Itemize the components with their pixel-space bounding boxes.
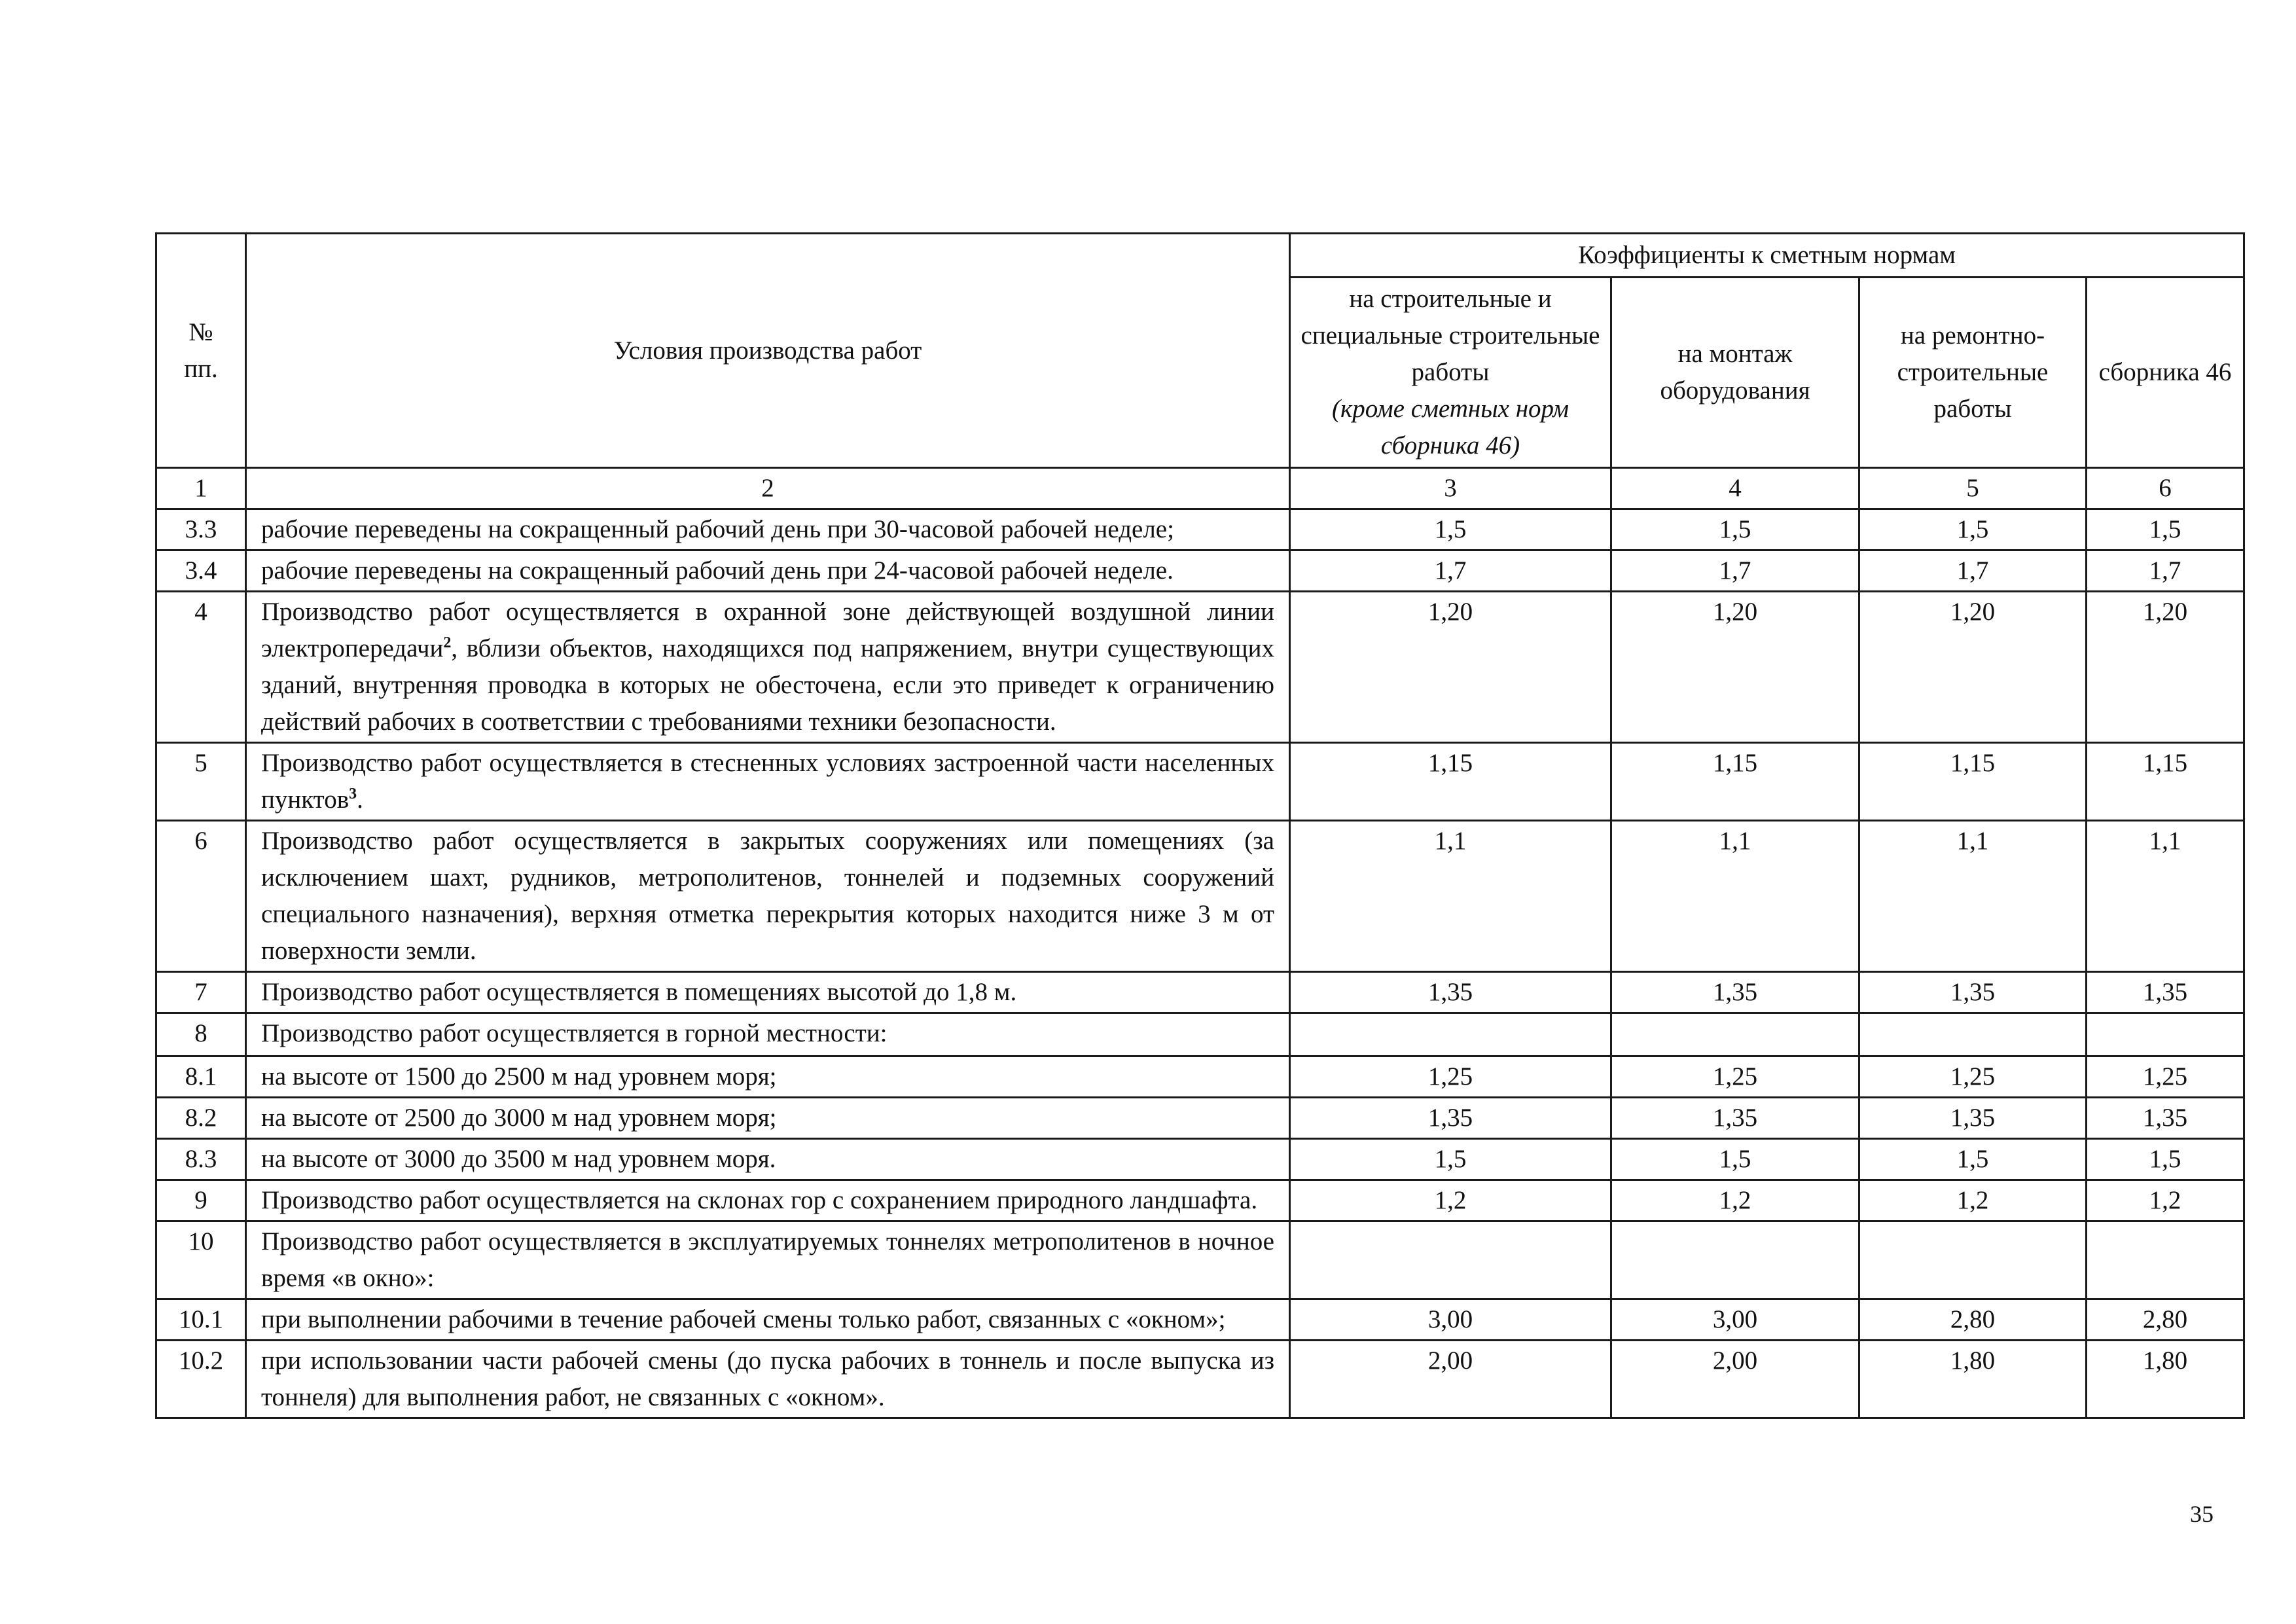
column-number: 4 [1611, 468, 1859, 509]
table-row [156, 972, 2244, 1013]
row-number: 8.3 [156, 1139, 246, 1180]
row-value-col6: 1,2 [2087, 1180, 2244, 1221]
header-num-label: № пп. [184, 317, 218, 383]
row-value-col4: 1,2 [1611, 1180, 1859, 1221]
page-number: 35 [2190, 1501, 2214, 1527]
row-value-col3: 3,00 [1290, 1299, 1611, 1341]
row-value-col3 [1290, 1221, 1611, 1299]
row-condition: на высоте от 1500 до 2500 м над уровнем моря; [246, 1056, 1290, 1098]
row-value-col6: 1,80 [2087, 1341, 2244, 1418]
row-condition-text: при использовании части рабочей смены (до пуска рабочих в тоннель и после выпуска [261, 1346, 1242, 1375]
row-value-col6 [2087, 1221, 2244, 1299]
row-value-col6: 1,7 [2087, 550, 2244, 592]
row-condition-text: Производство работ осуществляется в закрытых сооружениях или помещениях (за исключением шахт, рудников, метрополитенов, тоннелей и подземных сооружений специального назначения), верхняя отметка перекрытия которых находится ниже 3 м [261, 827, 1274, 928]
header-col3-label: на строительные и специальные строительные работы [1300, 285, 1600, 386]
row-condition: Производство работ осуществляется в помещениях высотой до 1,8 м. [246, 972, 1290, 1013]
row-value-col6: 1,35 [2087, 972, 2244, 1013]
row-number: 8.1 [156, 1056, 246, 1098]
row-value-col4: 3,00 [1611, 1299, 1859, 1341]
row-condition-text: ландшафта. [1130, 1186, 1258, 1214]
table-row [156, 550, 2244, 592]
table-row [156, 1139, 2244, 1180]
row-number: 3.4 [156, 550, 246, 592]
table-row [156, 1013, 2244, 1056]
row-value-col4: 1,15 [1611, 743, 1859, 821]
row-value-col4: 1,20 [1611, 592, 1859, 743]
row-value-col5: 1,20 [1859, 592, 2087, 743]
footnote-ref: 3 [349, 785, 357, 803]
row-condition-text: при выполнении рабочими в течение рабочей смены только работ, связанных с [261, 1305, 1120, 1333]
table-row [156, 743, 2244, 821]
row-value-col6: 1,35 [2087, 1098, 2244, 1139]
row-condition: рабочие переведены на сокращенный рабочий день при 30-часовой рабочей неделе; [246, 509, 1290, 550]
row-condition [246, 1180, 1290, 1221]
header-col6: сборника 46 [2087, 278, 2244, 468]
row-condition [246, 592, 1290, 743]
row-value-col5: 1,1 [1859, 821, 2087, 972]
column-number: 3 [1290, 468, 1611, 509]
row-value-col5: 1,5 [1859, 1139, 2087, 1180]
row-condition-text: из тоннеля) для выполнения работ, не связанных с «окном». [261, 1346, 1274, 1411]
row-number: 6 [156, 821, 246, 972]
row-condition [246, 743, 1290, 821]
row-condition: на высоте от 3000 до 3500 м над уровнем моря. [246, 1139, 1290, 1180]
column-numbers-row [156, 468, 2244, 509]
header-coef-group: Коэффициенты к сметным нормам [1290, 234, 2244, 278]
header-conditions: Условия производства работ [246, 234, 1290, 468]
row-value-col5: 1,35 [1859, 972, 2087, 1013]
row-number: 4 [156, 592, 246, 743]
row-condition: на высоте от 2500 до 3000 м над уровнем моря; [246, 1098, 1290, 1139]
row-value-col5: 1,5 [1859, 509, 2087, 550]
row-condition-text: населенных пунктов [261, 749, 1274, 814]
table-row [156, 1299, 2244, 1341]
column-number: 2 [246, 468, 1290, 509]
row-value-col3 [1290, 1013, 1611, 1056]
table-row [156, 592, 2244, 743]
row-value-col3: 1,7 [1290, 550, 1611, 592]
row-value-col3: 1,25 [1290, 1056, 1611, 1098]
row-value-col5: 1,2 [1859, 1180, 2087, 1221]
row-number: 9 [156, 1180, 246, 1221]
row-value-col3: 1,20 [1290, 592, 1611, 743]
row-value-col3: 1,35 [1290, 1098, 1611, 1139]
row-value-col6: 1,15 [2087, 743, 2244, 821]
header-col3 [1290, 278, 1611, 468]
row-value-col4 [1611, 1013, 1859, 1056]
table-row [156, 1221, 2244, 1299]
row-value-col5: 1,15 [1859, 743, 2087, 821]
row-number: 7 [156, 972, 246, 1013]
row-value-col4: 1,1 [1611, 821, 1859, 972]
row-condition-text: Производство работ осуществляется в охранной зоне действующей воздушной линии электропередачи [261, 598, 1274, 662]
row-value-col6: 2,80 [2087, 1299, 2244, 1341]
table-row [156, 821, 2244, 972]
column-number: 1 [156, 468, 246, 509]
row-value-col4: 1,5 [1611, 509, 1859, 550]
header-col3-note: (кроме сметных норм сборника 46) [1332, 395, 1569, 460]
row-value-col6 [2087, 1013, 2244, 1056]
row-value-col5 [1859, 1013, 2087, 1056]
row-value-col4: 1,35 [1611, 1098, 1859, 1139]
row-condition [246, 1221, 1290, 1299]
row-value-col4: 1,7 [1611, 550, 1859, 592]
row-value-col6: 1,1 [2087, 821, 2244, 972]
row-condition [246, 1299, 1290, 1341]
row-number: 5 [156, 743, 246, 821]
header-col5: на ремонтно-строительные работы [1859, 278, 2087, 468]
row-condition-text: Производство работ осуществляется в стесненных условиях застроенной части [261, 749, 1138, 777]
row-value-col6: 1,25 [2087, 1056, 2244, 1098]
row-condition-text: . [357, 785, 363, 814]
row-condition [246, 1341, 1290, 1418]
row-condition: рабочие переведены на сокращенный рабочий день при 24-часовой рабочей неделе. [246, 550, 1290, 592]
row-number: 8 [156, 1013, 246, 1056]
table-row [156, 509, 2244, 550]
row-value-col5: 1,35 [1859, 1098, 2087, 1139]
row-condition-text: «окном»; [1125, 1305, 1226, 1333]
row-value-col3: 1,1 [1290, 821, 1611, 972]
row-value-col5 [1859, 1221, 2087, 1299]
row-value-col3: 1,35 [1290, 972, 1611, 1013]
row-value-col6: 1,20 [2087, 592, 2244, 743]
row-number: 10.2 [156, 1341, 246, 1418]
row-value-col3: 2,00 [1290, 1341, 1611, 1418]
column-number: 5 [1859, 468, 2087, 509]
table-row [156, 1341, 2244, 1418]
row-value-col4: 1,35 [1611, 972, 1859, 1013]
row-value-col5: 1,25 [1859, 1056, 2087, 1098]
row-number: 3.3 [156, 509, 246, 550]
footnote-ref: 2 [443, 634, 452, 651]
row-condition-text: ночное время «в окно»: [261, 1227, 1274, 1292]
row-value-col5: 1,7 [1859, 550, 2087, 592]
table-row [156, 1056, 2244, 1098]
table-row [156, 1180, 2244, 1221]
table-row [156, 1098, 2244, 1139]
row-condition-text: , вблизи объектов, находящихся под напряжением, внутри существующих зданий, внутренняя проводка в которых не обесточена, если это [261, 634, 1274, 699]
row-condition: Производство работ осуществляется в горной местности: [246, 1013, 1290, 1056]
row-number: 10 [156, 1221, 246, 1299]
row-value-col3: 1,2 [1290, 1180, 1611, 1221]
row-number: 10.1 [156, 1299, 246, 1341]
row-value-col5: 2,80 [1859, 1299, 2087, 1341]
row-number: 8.2 [156, 1098, 246, 1139]
column-number: 6 [2087, 468, 2244, 509]
row-value-col4: 1,25 [1611, 1056, 1859, 1098]
row-value-col4: 1,5 [1611, 1139, 1859, 1180]
row-condition-text: Производство работ осуществляется в эксплуатируемых тоннелях метрополитенов в [261, 1227, 1191, 1255]
row-condition [246, 821, 1290, 972]
row-condition-text: от поверхности земли. [261, 900, 1275, 965]
row-value-col4: 2,00 [1611, 1341, 1859, 1418]
header-num [156, 234, 246, 468]
coefficients-table [155, 232, 2245, 1419]
row-value-col5: 1,80 [1859, 1341, 2087, 1418]
row-value-col3: 1,15 [1290, 743, 1611, 821]
row-value-col3: 1,5 [1290, 509, 1611, 550]
row-value-col3: 1,5 [1290, 1139, 1611, 1180]
row-condition-text: приведет к ограничению действий рабочих в соответствии с требованиями техники безопасности. [261, 671, 1274, 736]
row-value-col6: 1,5 [2087, 1139, 2244, 1180]
row-condition-text: Производство работ осуществляется на склонах гор с сохранением природного [261, 1186, 1124, 1214]
header-col4: на монтаж оборудования [1611, 278, 1859, 468]
row-value-col4 [1611, 1221, 1859, 1299]
row-value-col6: 1,5 [2087, 509, 2244, 550]
